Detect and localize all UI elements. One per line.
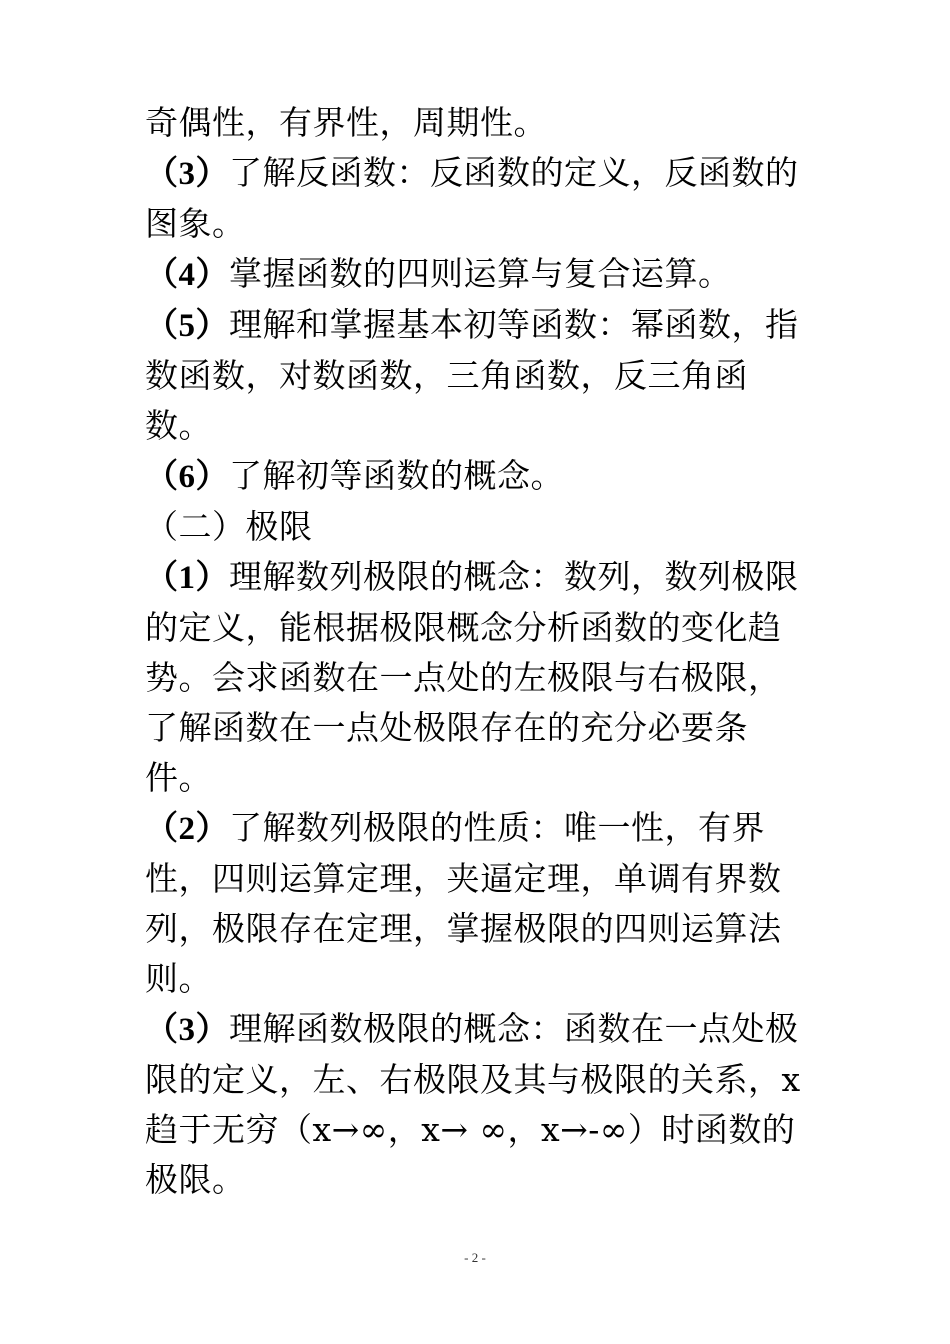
- paragraph-text: 理解函数极限的概念：函数在一点处极限的定义，左、右极限及其与极限的关系，x 趋于无穷（x→∞，x→ ∞，x→-∞）时函数的极限。: [145, 1009, 801, 1199]
- document-body: [145, 98, 810, 1205]
- paragraph: [145, 451, 810, 502]
- item-number: （5）: [145, 308, 229, 344]
- paragraph-text: 了解反函数：反函数的定义，反函数的图象。: [145, 153, 799, 243]
- section-heading: [145, 502, 810, 552]
- paragraph: [145, 552, 810, 803]
- section-heading-text: （二）极限: [145, 507, 313, 546]
- paragraph-text: 奇偶性，有界性，周期性。: [145, 103, 547, 142]
- paragraph: [145, 300, 810, 451]
- paragraph-text: 了解数列极限的性质：唯一性，有界性，四则运算定理，夹逼定理，单调有界数列，极限存在定理，掌握极限的四则运算法则。: [145, 808, 782, 998]
- page-number: - 2 -: [464, 1250, 486, 1265]
- item-number: （2）: [145, 811, 229, 847]
- paragraph-text: 了解初等函数的概念。: [229, 456, 564, 495]
- paragraph-text: 理解数列极限的概念：数列，数列极限的定义，能根据极限概念分析函数的变化趋势。会求函数在一点处的左极限与右极限，了解函数在一点处极限存在的充分必要条件。: [145, 557, 799, 797]
- paragraph: [145, 249, 810, 300]
- item-number: （1）: [145, 560, 229, 596]
- paragraph-text: 理解和掌握基本初等函数：幂函数，指数函数，对数函数，三角函数，反三角函数。: [145, 305, 799, 445]
- paragraph: [145, 1004, 810, 1205]
- item-number: （3）: [145, 156, 229, 192]
- item-number: （3）: [145, 1012, 229, 1048]
- paragraph-text: 掌握函数的四则运算与复合运算。: [229, 254, 732, 293]
- item-number: （4）: [145, 257, 229, 293]
- paragraph: [145, 148, 810, 249]
- paragraph: [145, 803, 810, 1004]
- paragraph: [145, 98, 810, 148]
- item-number: （6）: [145, 459, 229, 495]
